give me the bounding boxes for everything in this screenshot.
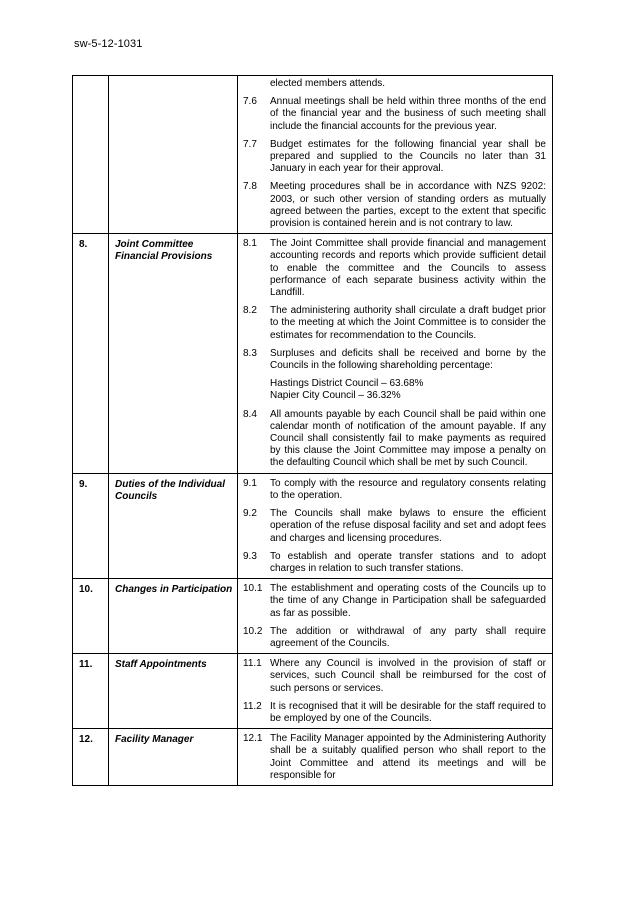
clause-number: 12.1 — [243, 733, 263, 745]
section-title: Facility Manager — [109, 729, 238, 786]
section-number: 12. — [73, 729, 109, 786]
section-number: 8. — [73, 234, 109, 473]
clause-item — [238, 583, 552, 620]
section-number: 10. — [73, 579, 109, 654]
section-title-cell — [109, 76, 238, 234]
clause-item — [238, 658, 552, 695]
section-title: Changes in Participation — [109, 579, 238, 654]
document-id: sw-5-12-1031 — [74, 38, 143, 50]
clause-text: Annual meetings shall be held within three months of the end of the financial year and the business of such meeting shall include the financial accounts for the previous year. — [270, 96, 546, 132]
clause-paragraph: All amounts payable by each Council shall be paid within one calendar month of notification of the amount payable. If any Council shall consistently fail to make payments as required by this clause the Joint Committee may impose a penalty on the defaulting Council which shall be met by such Council. — [270, 408, 546, 469]
clause-paragraph: The establishment and operating costs of the Councils up to the time of any Change in Participation shall be safeguarded as far as possible. — [270, 583, 546, 619]
section-title: Joint Committee Financial Provisions — [109, 234, 238, 473]
clause-number: 8.3 — [243, 347, 257, 359]
table-row-continuation — [73, 76, 553, 234]
clause-item — [238, 181, 552, 230]
section-body-cell — [238, 729, 553, 786]
clause-number: 7.7 — [243, 138, 257, 150]
clause-text — [270, 305, 552, 342]
clause-item — [238, 96, 552, 133]
clause-item — [238, 508, 552, 545]
section-body-cell — [238, 654, 553, 729]
section-number: 11. — [73, 654, 109, 729]
continuation-text: elected members attends. — [270, 78, 386, 89]
clause-number: 7.8 — [243, 181, 257, 193]
clause-paragraph: Hastings District Council – 63.68% Napier City Council – 36.32% — [270, 378, 424, 402]
table-row — [73, 654, 553, 729]
clause-number: 10.2 — [243, 625, 263, 637]
clause-number: 8.1 — [243, 238, 257, 250]
section-body-cell — [238, 76, 553, 234]
table-row — [73, 234, 553, 473]
clause-text — [270, 238, 552, 299]
clause-paragraph: It is recognised that it will be desirable for the staff required to be employed by one of the Councils. — [270, 700, 546, 724]
clause-text — [270, 626, 552, 650]
section-body-cell — [238, 473, 553, 578]
clause-paragraph: To comply with the resource and regulatory consents relating to the operation. — [270, 477, 546, 501]
clause-text — [270, 701, 552, 725]
clause-paragraph: The administering authority shall circulate a draft budget prior to the meeting at which the Joint Committee is to consider the estimates for recommendation to the Councils. — [270, 305, 546, 341]
clause-number: 9.1 — [243, 477, 257, 489]
section-number-cell — [73, 76, 109, 234]
clause-number: 7.6 — [243, 96, 257, 108]
clause-paragraph: The Joint Committee shall provide financial and management accounting records and reports which provide sufficient detail to enable the committee and the Councils to assess performance of each separate business activity within the Landfill. — [270, 238, 546, 299]
clause-text — [270, 658, 552, 695]
clause-text — [270, 583, 552, 620]
clause-text: Budget estimates for the following financial year shall be prepared and supplied to the Councils no later than 31 January in each year for their approval. — [270, 138, 546, 175]
clause-item — [238, 305, 552, 342]
clause-number: 11.1 — [243, 658, 262, 670]
clause-item — [238, 238, 552, 299]
section-title: Duties of the Individual Councils — [109, 473, 238, 578]
clause-paragraph: The Facility Manager appointed by the Administering Authority shall be a suitably qualified person who shall report to the Joint Committee and attend its meetings and will be responsible for — [270, 733, 546, 781]
clause-item — [238, 701, 552, 725]
table-row — [73, 729, 553, 786]
clause-text — [270, 409, 552, 470]
clause-text — [270, 508, 552, 545]
clauses-table — [72, 75, 553, 786]
clause-text: Meeting procedures shall be in accordance with NZS 9202: 2003, or such other version of standing orders as mutually agreed between the parties, except to the extent that specific provision is contained herein and is not contrary to law. — [270, 181, 546, 230]
clause-text — [270, 348, 552, 403]
clause-item — [238, 348, 552, 403]
clause-paragraph: Where any Council is involved in the provision of staff or services, such Council shall be reimbursed for the cost of such persons or services. — [270, 658, 546, 694]
table-row — [73, 579, 553, 654]
clause-paragraph: The addition or withdrawal of any party shall require agreement of the Councils. — [270, 625, 546, 649]
clause-item — [238, 409, 552, 470]
table-row — [73, 473, 553, 578]
clause-number: 8.4 — [243, 408, 257, 420]
section-number: 9. — [73, 473, 109, 578]
section-title: Staff Appointments — [109, 654, 238, 729]
clause-item — [238, 478, 552, 502]
clause-paragraph: Surpluses and deficits shall be received and borne by the Councils in the following shareholding percentage: — [270, 347, 546, 372]
section-body-cell — [238, 234, 553, 473]
clause-paragraph: To establish and operate transfer stations and to adopt charges in relation to such transfer stations. — [270, 550, 546, 574]
clause-item — [238, 551, 552, 575]
clause-item — [238, 139, 552, 176]
section-body-cell — [238, 579, 553, 654]
clause-number: 9.2 — [243, 508, 257, 520]
clause-text — [270, 733, 552, 782]
clause-text — [270, 478, 552, 502]
clause-number: 10.1 — [243, 583, 263, 595]
clause-text — [270, 551, 552, 575]
clause-paragraph: The Councils shall make bylaws to ensure the efficient operation of the refuse disposal facility and set and adopt fees and charges and licensing procedures. — [270, 508, 546, 544]
clause-item — [238, 626, 552, 650]
clause-number: 8.2 — [243, 305, 257, 317]
clause-number: 11.2 — [243, 700, 262, 712]
clause-item — [238, 733, 552, 782]
clause-number: 9.3 — [243, 550, 257, 562]
